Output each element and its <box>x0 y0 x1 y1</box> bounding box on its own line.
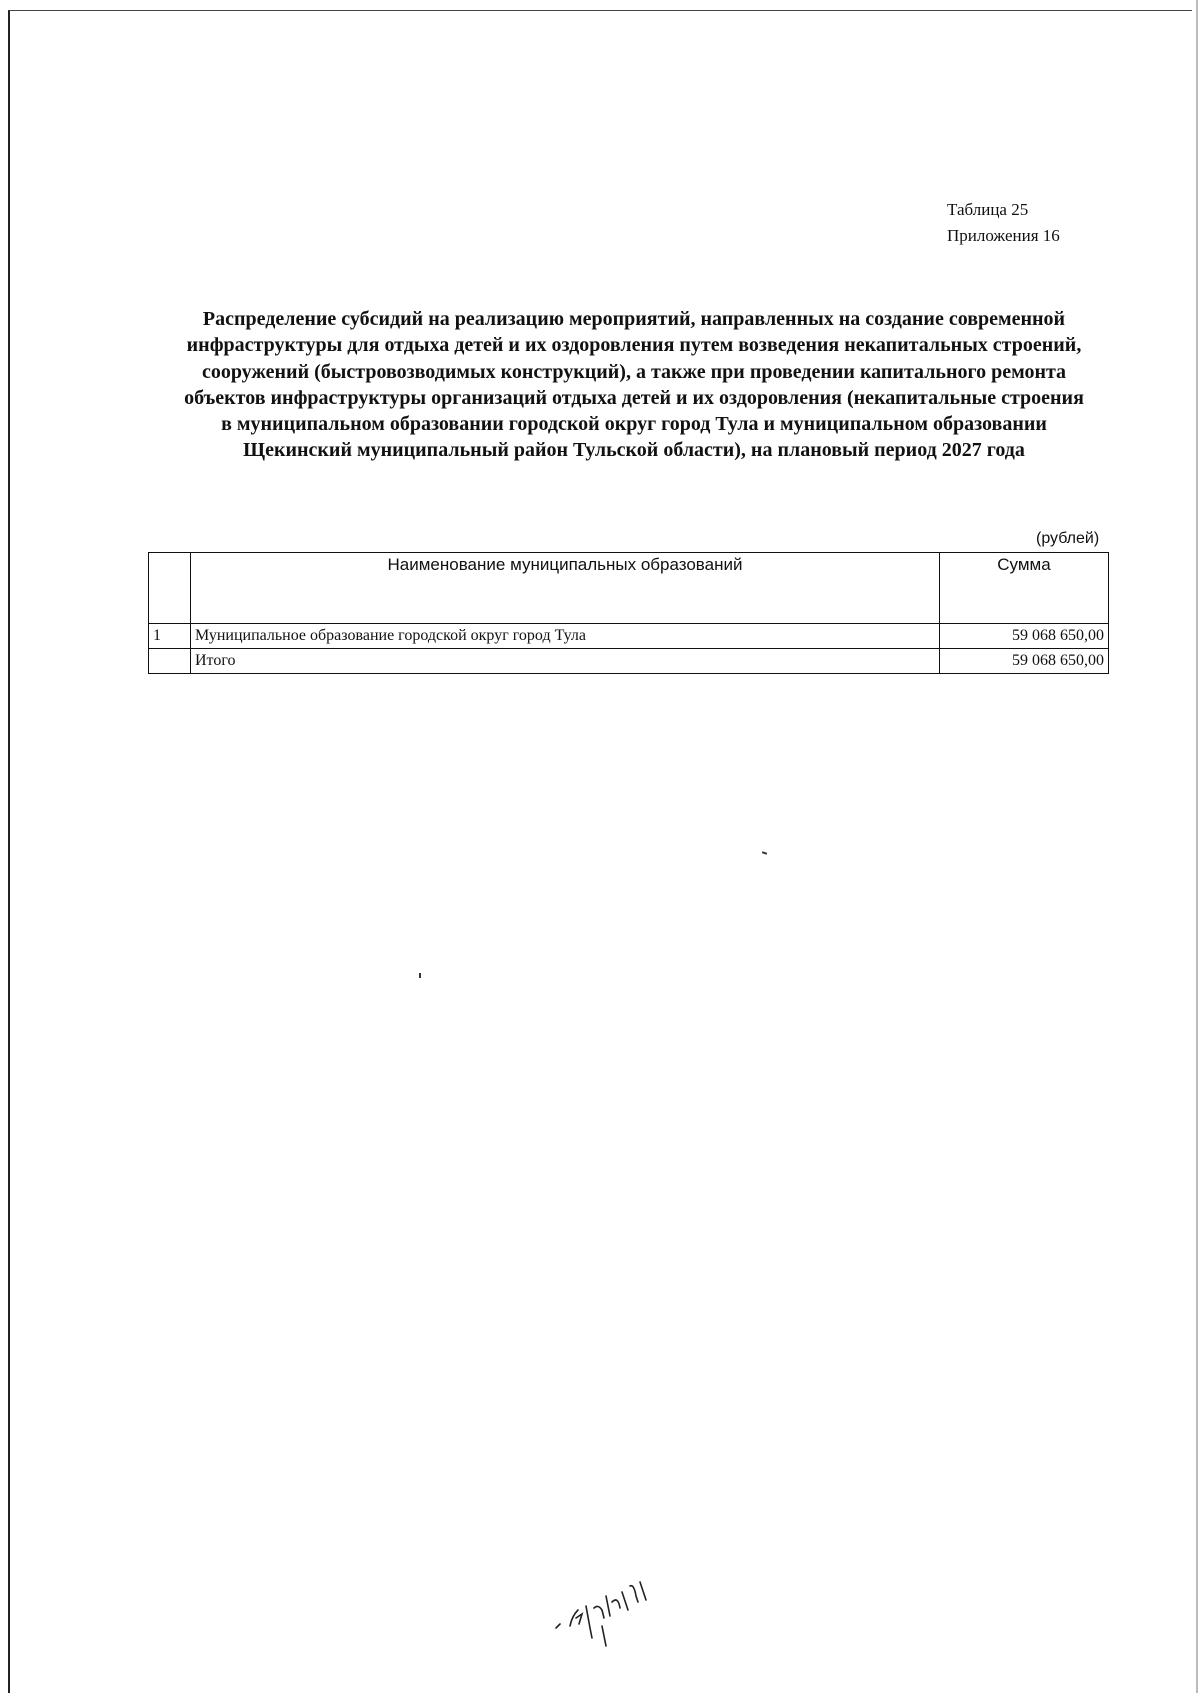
subsidy-table <box>148 552 1109 674</box>
scan-speck <box>419 973 421 978</box>
row-number: 1 <box>149 624 191 649</box>
table-number: Таблица 25 <box>947 200 1029 219</box>
title-line: инфраструктуры для отдыха детей и их оздоровления путем возведения некапитальных строений, <box>186 334 1082 357</box>
table-row <box>149 624 1109 649</box>
appendix-reference <box>947 197 1060 249</box>
municipality-name: Муниципальное образование городской округ город Тула <box>191 624 940 649</box>
column-header-number <box>149 553 191 624</box>
document-title <box>150 306 1118 464</box>
total-row <box>149 649 1109 674</box>
title-line: сооружений (быстровозводимых конструкций), а также при проведении капитального ремонта <box>201 360 1067 383</box>
column-header-amount: Сумма <box>940 553 1109 624</box>
currency-unit: (рублей) <box>1036 530 1100 547</box>
column-header-name: Наименование муниципальных образований <box>191 553 940 624</box>
total-number <box>149 649 191 674</box>
appendix-number: Приложения 16 <box>947 226 1060 245</box>
page-frame <box>8 10 1192 1693</box>
table-header-row <box>149 553 1109 624</box>
total-amount: 59 068 650,00 <box>940 649 1109 674</box>
title-line: объектов инфраструктуры организаций отдыха детей и их оздоровления (некапитальные строения <box>184 386 1084 409</box>
title-line: Распределение субсидий на реализацию мероприятий, направленных на создание современной <box>202 308 1066 330</box>
title-line: Щекинский муниципальный район Тульской области), на плановый период 2027 года <box>243 439 1025 462</box>
handwritten-signature <box>548 1566 668 1656</box>
amount-cell: 59 068 650,00 <box>940 624 1109 649</box>
scan-edge <box>1196 0 1198 1693</box>
title-line: в муниципальном образовании городской округ город Тула и муниципальном образовании <box>221 413 1047 436</box>
total-label: Итого <box>191 649 940 674</box>
